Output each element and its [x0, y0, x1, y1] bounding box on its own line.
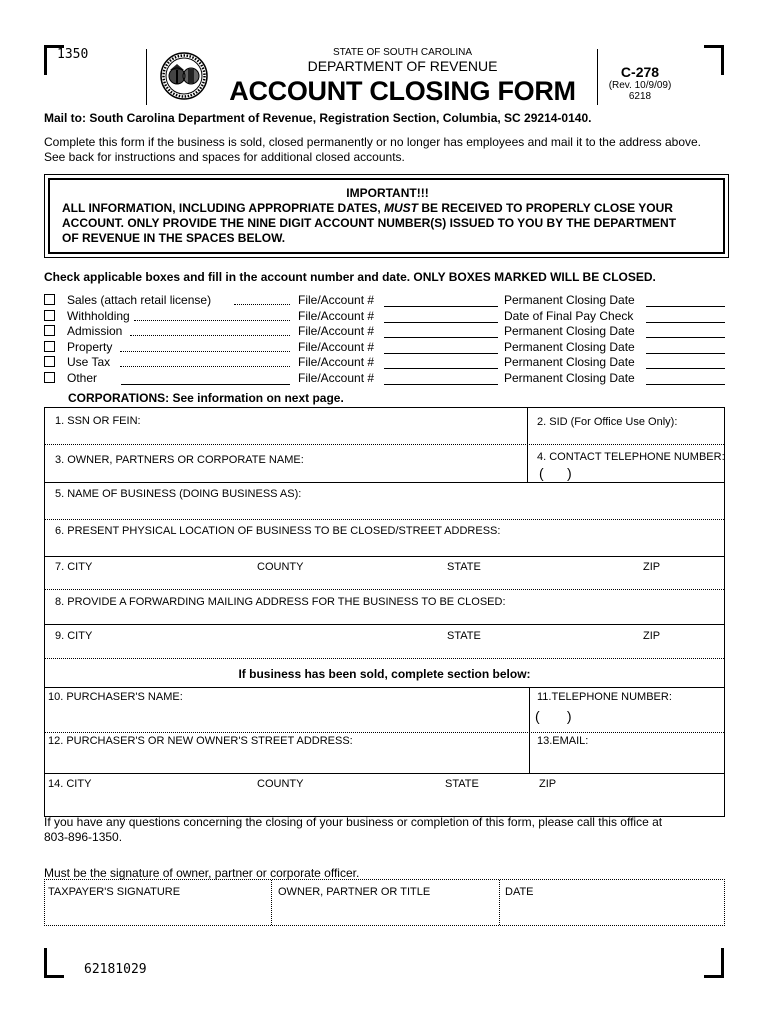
account-type-label: Admission — [67, 324, 123, 338]
account-number-field[interactable] — [384, 306, 498, 307]
physical-location-label: 6. PRESENT PHYSICAL LOCATION OF BUSINESS TO BE CLOSED/STREET ADDRESS: — [55, 525, 501, 537]
date-field[interactable] — [646, 384, 725, 385]
date-label: Permanent Closing Date — [504, 355, 635, 369]
form-code-bottom: 62181029 — [84, 962, 147, 977]
date-field[interactable] — [646, 353, 725, 354]
date-field[interactable] — [646, 306, 725, 307]
corner-mark-bottom-right — [704, 948, 724, 978]
account-number-label: File/Account # — [298, 355, 375, 369]
purchaser-county-label: COUNTY — [257, 778, 304, 790]
forwarding-city-label: 9. CITY — [55, 630, 93, 642]
taxpayer-signature-label: TAXPAYER'S SIGNATURE — [48, 886, 181, 898]
account-row-use-tax — [44, 355, 734, 370]
purchaser-zip-label: ZIP — [539, 778, 557, 790]
form-code: 6218 — [628, 91, 652, 102]
purchaser-area-code-parens[interactable]: ( ) — [535, 708, 572, 724]
signature-note: Must be the signature of owner, partner or corporate officer. — [44, 866, 360, 880]
state-name: STATE OF SOUTH CAROLINA — [332, 47, 473, 58]
account-type-label: Use Tax — [67, 355, 111, 369]
important-title: IMPORTANT!!! — [346, 186, 429, 200]
owner-name-label: 3. OWNER, PARTNERS OR CORPORATE NAME: — [55, 454, 304, 466]
account-number-label: File/Account # — [298, 371, 375, 385]
date-field[interactable] — [646, 368, 725, 369]
purchaser-email-label: 13.EMAIL: — [537, 735, 589, 747]
instructions-line-2: See back for instructions and spaces for additional closed accounts. — [44, 150, 405, 164]
contact-phone-label: 4. CONTACT TELEPHONE NUMBER: — [537, 451, 725, 463]
important-line-2: ACCOUNT. ONLY PROVIDE THE NINE DIGIT ACCOUNT NUMBER(S) ISSUED TO YOU BY THE DEPARTMENT — [62, 216, 677, 230]
account-number-field[interactable] — [384, 368, 498, 369]
use-tax-checkbox[interactable] — [44, 356, 55, 367]
account-type-label: Withholding — [67, 309, 130, 323]
date-label: Permanent Closing Date — [504, 340, 635, 354]
signature-table — [44, 879, 725, 926]
date-field[interactable] — [646, 322, 725, 323]
account-row-property — [44, 340, 734, 355]
corner-mark-top-right — [704, 45, 724, 75]
questions-line-1: If you have any questions concerning the closing of your business or completion of this form, please call this office at — [44, 815, 663, 829]
forwarding-zip-label: ZIP — [643, 630, 661, 642]
account-number-field[interactable] — [384, 384, 498, 385]
sales-checkbox[interactable] — [44, 294, 55, 305]
check-instructions: Check applicable boxes and fill in the account number and date. ONLY BOXES MARKED WILL BE CLOSED. — [44, 270, 656, 284]
account-type-label: Property — [67, 340, 113, 354]
account-number-label: File/Account # — [298, 340, 375, 354]
corner-mark-bottom-left — [44, 948, 64, 978]
withholding-checkbox[interactable] — [44, 310, 55, 321]
other-description-field[interactable] — [121, 384, 290, 385]
form-revision: (Rev. 10/9/09) — [608, 80, 672, 91]
date-label: Permanent Closing Date — [504, 293, 635, 307]
property-checkbox[interactable] — [44, 341, 55, 352]
purchaser-address-label: 12. PURCHASER'S OR NEW OWNER'S STREET ADDRESS: — [48, 735, 353, 747]
date-label: Date of Final Pay Check — [504, 309, 634, 323]
purchaser-name-label: 10. PURCHASER'S NAME: — [48, 691, 183, 703]
admission-checkbox[interactable] — [44, 325, 55, 336]
area-code-parens[interactable]: ( ) — [539, 465, 572, 481]
zip-label: ZIP — [643, 561, 661, 573]
account-type-label: Other — [67, 371, 98, 385]
state-label: STATE — [447, 561, 481, 573]
purchaser-phone-label: 11.TELEPHONE NUMBER: — [537, 691, 672, 703]
account-number-field[interactable] — [384, 353, 498, 354]
account-number-label: File/Account # — [298, 293, 375, 307]
department-name: DEPARTMENT OF REVENUE — [307, 58, 498, 74]
account-row-sales — [44, 293, 734, 308]
account-row-withholding — [44, 309, 734, 324]
account-number-label: File/Account # — [298, 309, 375, 323]
other-checkbox[interactable] — [44, 372, 55, 383]
mail-to-address: Mail to: South Carolina Department of Revenue, Registration Section, Columbia, SC 29214-0140. — [44, 111, 592, 125]
forwarding-state-label: STATE — [447, 630, 481, 642]
header-divider-right — [597, 49, 598, 105]
sid-label: 2. SID (For Office Use Only): — [537, 416, 678, 428]
account-type-label: Sales (attach retail license) — [67, 293, 212, 307]
date-label: Permanent Closing Date — [504, 324, 635, 338]
questions-line-2: 803-896-1350. — [44, 830, 123, 844]
county-label: COUNTY — [257, 561, 304, 573]
page-title: ACCOUNT CLOSING FORM — [229, 76, 576, 106]
account-number-field[interactable] — [384, 322, 498, 323]
important-notice — [44, 174, 729, 258]
purchaser-state-label: STATE — [445, 778, 479, 790]
account-row-other — [44, 371, 734, 386]
purchaser-city-label: 14. CITY — [48, 778, 92, 790]
account-row-admission — [44, 324, 734, 339]
owner-title-label: OWNER, PARTNER OR TITLE — [278, 886, 431, 898]
account-number-field[interactable] — [384, 337, 498, 338]
ssn-fein-label: 1. SSN OR FEIN: — [55, 415, 141, 427]
date-field[interactable] — [646, 337, 725, 338]
forwarding-address-label: 8. PROVIDE A FORWARDING MAILING ADDRESS FOR THE BUSINESS TO BE CLOSED: — [55, 596, 506, 608]
business-name-label: 5. NAME OF BUSINESS (DOING BUSINESS AS): — [55, 488, 302, 500]
form-number: C-278 — [620, 64, 660, 80]
important-line-1: ALL INFORMATION, INCLUDING APPROPRIATE DATES, MUST BE RECEIVED TO PROPERLY CLOSE YOUR — [62, 201, 673, 215]
business-info-table — [44, 407, 725, 817]
city-label: 7. CITY — [55, 561, 93, 573]
form-code-top: 1350 — [57, 47, 89, 62]
account-number-label: File/Account # — [298, 324, 375, 338]
instructions-line-1: Complete this form if the business is sold, closed permanently or no longer has employees and mail it to the address above. — [44, 135, 702, 149]
date-label: DATE — [505, 886, 534, 898]
date-label: Permanent Closing Date — [504, 371, 635, 385]
important-line-3: OF REVENUE IN THE SPACES BELOW. — [62, 231, 286, 245]
corporations-note: CORPORATIONS: See information on next page. — [68, 391, 344, 405]
header-divider-left — [146, 49, 147, 105]
sold-section-header: If business has been sold, complete section below: — [238, 667, 531, 681]
state-seal-icon — [160, 52, 208, 100]
